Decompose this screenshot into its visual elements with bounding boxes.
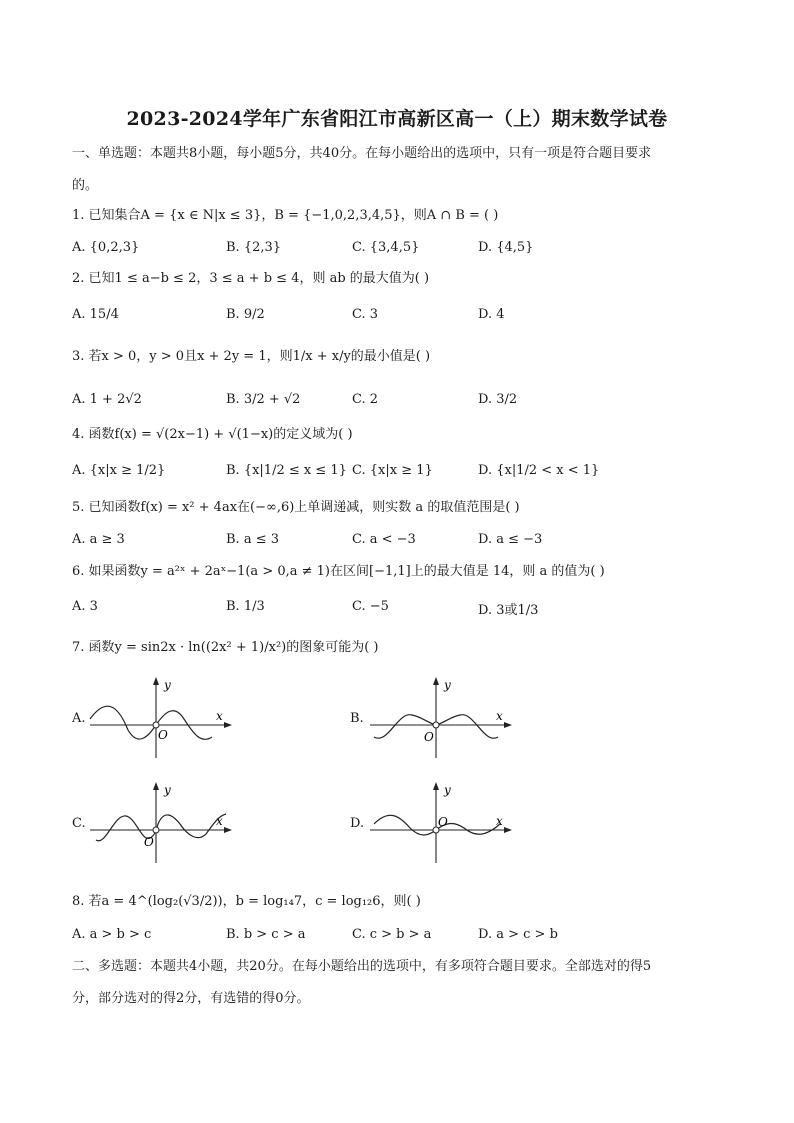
option-d[interactable]: D. 4 — [478, 307, 505, 322]
x-label: x — [216, 814, 223, 828]
option-c[interactable]: C. c > b > a — [352, 927, 432, 942]
origin-label: O — [438, 815, 448, 829]
option-c[interactable]: C. {3,4,5} — [352, 240, 420, 255]
y-axis-arrow-icon — [153, 782, 159, 790]
option-a[interactable]: A. {0,2,3} — [72, 240, 140, 255]
section1-header-line1: 一、单选题：本题共8小题，每小题5分，共40分。在每小题给出的选项中，只有一项是符合题目要求 — [72, 146, 652, 161]
option-c[interactable]: C. 3 — [352, 307, 379, 322]
option-d[interactable]: D. {4,5} — [478, 240, 534, 255]
option-b[interactable]: B. 1/3 — [226, 599, 265, 614]
option-b[interactable]: B. a ≤ 3 — [226, 532, 279, 547]
y-axis-arrow-icon — [153, 677, 159, 685]
graph-option-d-label[interactable]: D. — [350, 816, 365, 831]
x-axis-arrow-icon — [224, 722, 232, 728]
y-label: y — [444, 783, 451, 797]
graph-option-c[interactable] — [88, 780, 238, 865]
curve — [90, 706, 212, 739]
y-axis-arrow-icon — [433, 677, 439, 685]
question-8-stem: 8. 若a = 4^(log₂(√3/2))，b = log₁₄7，c = log₁₂6，则( ) — [72, 894, 421, 909]
origin-label: O — [424, 730, 434, 744]
question-5-stem: 5. 已知函数f(x) = x² + 4ax在(−∞,6)上单调递减，则实数 a 的取值范围是( ) — [72, 500, 520, 515]
option-b[interactable]: B. 9/2 — [226, 307, 265, 322]
option-a[interactable]: A. 1 + 2√2 — [72, 392, 142, 407]
section2-header-line2: 分，部分选对的得2分，有选错的得0分。 — [72, 991, 310, 1006]
graph-option-a-label[interactable]: A. — [72, 711, 86, 726]
option-c[interactable]: C. a < −3 — [352, 532, 416, 547]
option-a[interactable]: A. {x|x ≥ 1/2} — [72, 463, 166, 478]
graph-option-a[interactable] — [88, 675, 238, 760]
option-d[interactable]: D. a ≤ −3 — [478, 532, 543, 547]
origin-label: O — [144, 835, 154, 849]
x-axis-arrow-icon — [504, 827, 512, 833]
option-d[interactable]: D. 3/2 — [478, 392, 518, 407]
y-axis-arrow-icon — [433, 782, 439, 790]
y-label: y — [164, 678, 171, 692]
graph-option-d[interactable] — [368, 780, 518, 865]
graph-option-b-label[interactable]: B. — [350, 711, 364, 726]
graph-option-b[interactable] — [368, 675, 518, 760]
option-c[interactable]: C. {x|x ≥ 1} — [352, 463, 433, 478]
option-c[interactable]: C. 2 — [352, 392, 379, 407]
option-b[interactable]: B. {2,3} — [226, 240, 282, 255]
question-7-stem: 7. 函数y = sin2x · ln((2x² + 1)/x²)的图象可能为( ) — [72, 640, 379, 655]
option-d[interactable]: D. a > c > b — [478, 927, 558, 942]
option-a[interactable]: A. 15/4 — [72, 307, 119, 322]
x-label: x — [496, 709, 503, 723]
graph-option-c-label[interactable]: C. — [72, 816, 86, 831]
option-a[interactable]: A. a ≥ 3 — [72, 532, 125, 547]
question-6-stem: 6. 如果函数y = a²ˣ + 2aˣ−1(a > 0,a ≠ 1)在区间[−1,1]上的最大值是 14，则 a 的值为( ) — [72, 564, 605, 579]
origin-label: O — [158, 728, 168, 742]
option-d[interactable]: D. {x|1/2 < x < 1} — [478, 463, 600, 478]
x-label: x — [496, 814, 503, 828]
option-d[interactable]: D. 3或1/3 — [478, 603, 539, 618]
x-axis-arrow-icon — [504, 722, 512, 728]
section1-header-line2: 的。 — [72, 178, 99, 193]
question-4-stem: 4. 函数f(x) = √(2x−1) + √(1−x)的定义域为( ) — [72, 427, 353, 442]
option-b[interactable]: B. {x|1/2 ≤ x ≤ 1} — [226, 463, 347, 478]
y-label: y — [164, 783, 171, 797]
exam-title: 2023-2024学年广东省阳江市高新区高一（上）期末数学试卷 — [126, 108, 668, 130]
x-axis-arrow-icon — [224, 827, 232, 833]
hollow-point — [433, 722, 439, 728]
question-3-stem: 3. 若x > 0，y > 0且x + 2y = 1，则1/x + x/y的最小值是( ) — [72, 349, 431, 364]
option-a[interactable]: A. 3 — [72, 599, 98, 614]
question-2-stem: 2. 已知1 ≤ a−b ≤ 2，3 ≤ a + b ≤ 4，则 ab 的最大值为( ) — [72, 271, 430, 286]
curve — [96, 814, 226, 841]
y-label: y — [444, 678, 451, 692]
hollow-point — [153, 827, 159, 833]
option-b[interactable]: B. b > c > a — [226, 927, 306, 942]
option-b[interactable]: B. 3/2 + √2 — [226, 392, 301, 407]
option-a[interactable]: A. a > b > c — [72, 927, 152, 942]
x-label: x — [216, 709, 223, 723]
question-1-stem: 1. 已知集合A = {x ∈ N|x ≤ 3}，B = {−1,0,2,3,4,5}，则A ∩ B = ( ) — [72, 208, 499, 223]
section2-header-line1: 二、多选题：本题共4小题，共20分。在每小题给出的选项中，有多项符合题目要求。全部选对的得5 — [72, 959, 652, 974]
option-c[interactable]: C. −5 — [352, 599, 389, 614]
